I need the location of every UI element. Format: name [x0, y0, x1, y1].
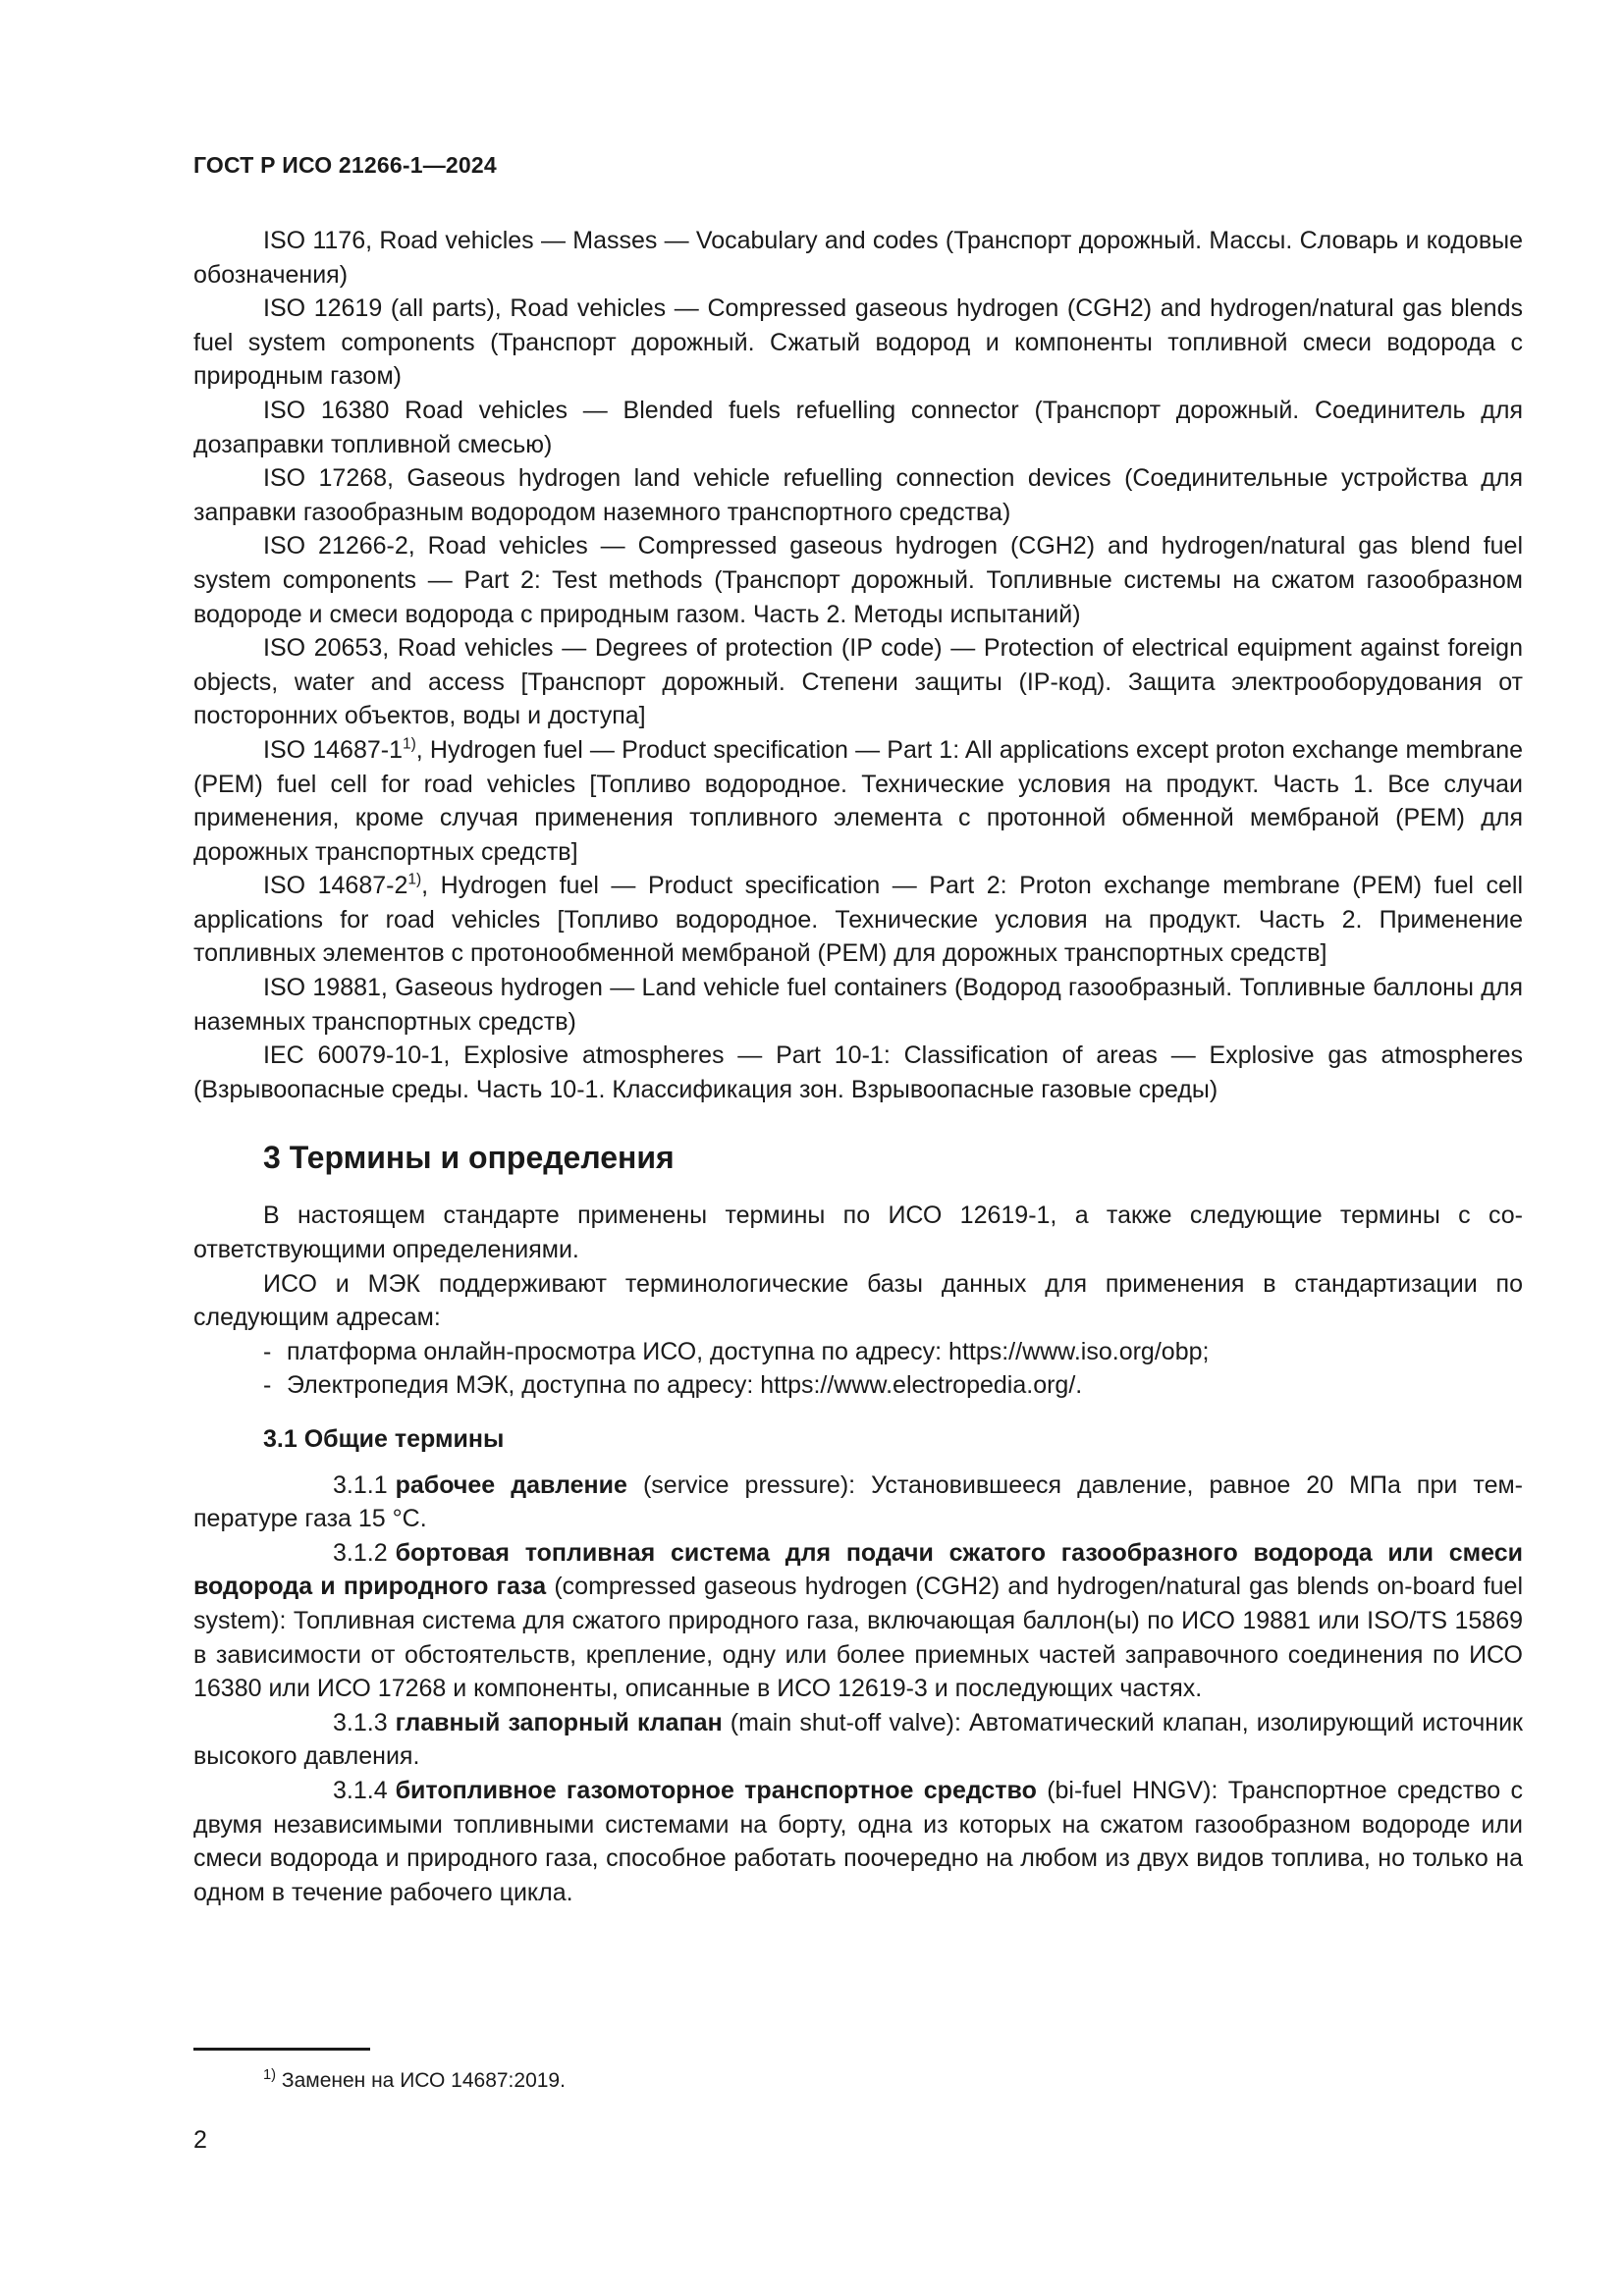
term-entry: 3.1.1 рабочее давление (service pressure): Установившееся давление, равное 20 МПа при температуре газа 15 °C. [193, 1470, 1523, 1533]
term-entry: 3.1.2 бортовая топливная система для подачи сжатого газообразного водорода или смеси водорода и природного газа (compressed gaseous hydrogen (CGH2) and hydrogen/natural gas blends on-board fuel system): Топливная система для сжатого природного газа, включающая баллон(ы) по ИСО 19881 или ISO/TS 15869 в зависимости от обстоятельств, крепление, одну или более приемных частей заправочного соединения по ИСО 16380 или ИСО 17268 и компоненты, описанные в ИСО 12619-3 и последующих частях. [193, 1538, 1524, 1703]
section-title: 3 Термины и определения [263, 1140, 675, 1176]
reference-item: IEC 60079-10-1, Explosive atmospheres — Part 10-1: Classification of areas — Explosive gas atmospheres (Взрывоопасные среды. Часть 10-1. Классификация зон. Взрывоопасные газовые среды) [193, 1041, 1523, 1103]
page-number: 2 [193, 2126, 207, 2154]
paragraph: ИСО и МЭК поддерживают терминологические базы данных для применения в стандартизации по следующим адресам: [193, 1269, 1523, 1332]
list-item: - платформа онлайн-просмотра ИСО, доступна по адресу: https://www.iso.org/obp; [263, 1337, 1210, 1365]
reference-item: ISO 21266-2, Road vehicles — Compressed gaseous hydrogen (CGH2) and hydrogen/natural gas blend fuel system components — Part 2: Test methods (Транспорт дорожный. Топливные системы на сжатом газообразном водороде и смеси водорода с природным газом. Часть 2. Методы испытаний) [193, 532, 1523, 628]
reference-item: ISO 1176, Road vehicles — Masses — Vocabulary and codes (Транспорт дорожный. Массы. Словарь и кодовые обозначения) [193, 227, 1523, 289]
document-header: ГОСТ Р ИСО 21266-1—2024 [193, 152, 497, 178]
paragraph: В настоящем стандарте применены термины по ИСО 12619-1, а также следующие термины с соответствующими определениями. [193, 1201, 1523, 1264]
term-entry: 3.1.3 главный запорный клапан (main shut-off valve): Автоматический клапан, изолирующий источник высокого давления. [193, 1708, 1523, 1771]
footnote: $^{1)}$ Заменен на ИСО 14687:2019. [263, 2067, 566, 2092]
document-body [193, 224, 1523, 1909]
footnote-divider [193, 2048, 370, 2051]
reference-item: ISO 14687-1$^{1)}$, Hydrogen fuel — Product specification — Part 1: All applications except proton exchange membrane (PEM) fuel cell for road vehicles [Топливо водородное. Технические условия на продукт. Часть 1. Все случаи применения, кроме случая применения топливного элемента с протонной обменной мембраной (PEM) для дорожных транспортных средств] [193, 735, 1524, 866]
reference-item: ISO 20653, Road vehicles — Degrees of protection (IP code) — Protection of electrical equipment against foreign objects, water and access [Транспорт дорожный. Степени защиты (IP-код). Защита электрооборудования от посторонних объектов, воды и доступа] [193, 634, 1523, 730]
list-item: - Электропедия МЭК, доступна по адресу: https://www.electropedia.org/. [263, 1371, 1083, 1400]
subsection-title: 3.1 Общие термины [263, 1425, 505, 1453]
reference-item: ISO 19881, Gaseous hydrogen — Land vehicle fuel containers (Водород газообразный. Топливные баллоны для наземных транспортных средств) [193, 974, 1523, 1036]
footnote-ref: 1) [407, 871, 422, 888]
reference-item: ISO 14687-2$^{1)}$, Hydrogen fuel — Product specification — Part 2: Proton exchange membrane (PEM) fuel cell applications for road vehicles [Топливо водородное. Технические условия на продукт. Часть 2. Применение топливных элементов с протонообменной мембраной (PEM) для дорожных транспортных средств] [193, 871, 1523, 968]
reference-item: ISO 16380 Road vehicles — Blended fuels refuelling connector (Транспорт дорожный. Соединитель для дозаправки топливной смесью) [193, 396, 1523, 458]
term-entry: 3.1.4 битопливное газомоторное транспортное средство (bi-fuel HNGV): Транспортное средство с двумя независимыми топливными системами на борту, одна из которых на сжатом газообразном водороде или смеси водорода и природного газа, способное работать поочередно на любом из двух видов топлива, но только на одном в течение рабочего цикла. [193, 1776, 1523, 1906]
normative-references-list [193, 224, 1523, 1106]
footnote-ref: 1) [402, 735, 416, 753]
reference-item: ISO 17268, Gaseous hydrogen land vehicle refuelling connection devices (Соединительные устройства для заправки газообразным водородом наземного транспортного средства) [193, 464, 1523, 526]
reference-item: ISO 12619 (all parts), Road vehicles — Compressed gaseous hydrogen (CGH2) and hydrogen/natural gas blends fuel system components (Транспорт дорожный. Сжатый водород и компоненты топливной смеси водорода с природным газом) [193, 294, 1523, 391]
